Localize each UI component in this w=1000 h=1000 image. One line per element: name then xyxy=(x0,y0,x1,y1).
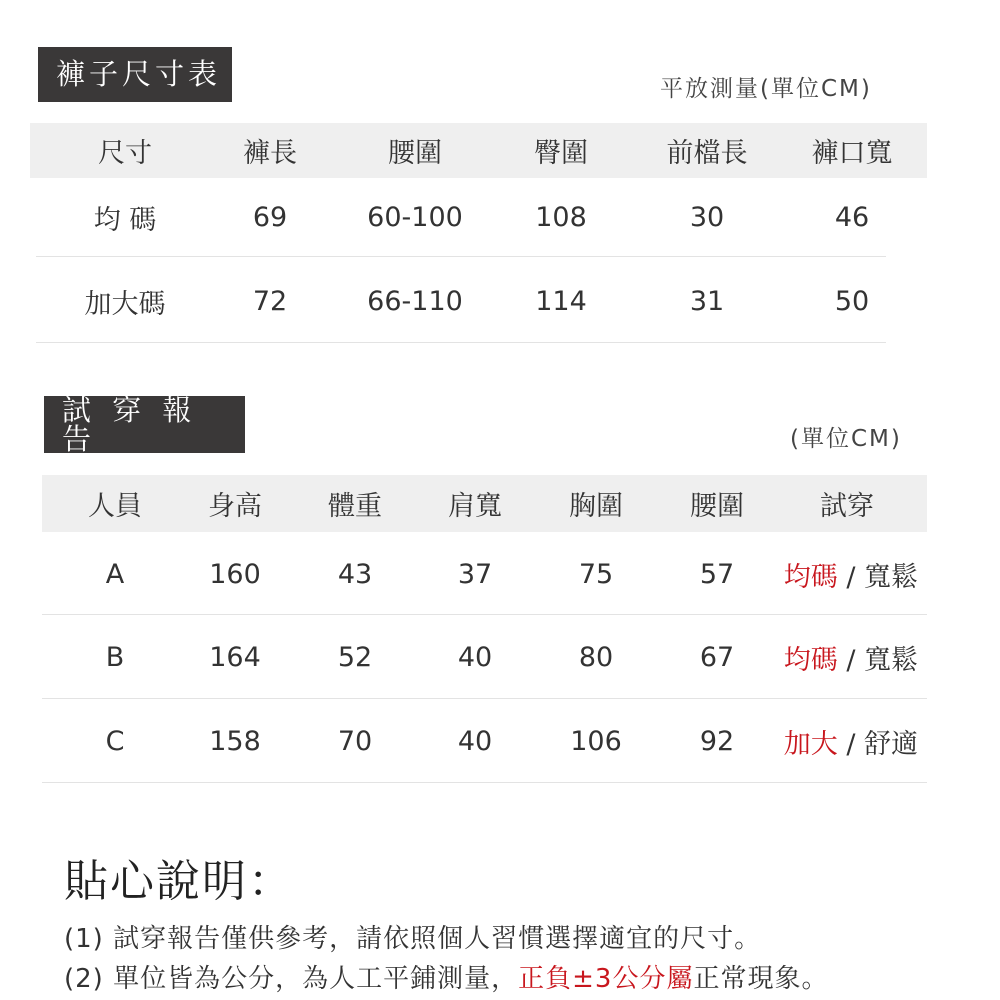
fit-cell-height: 164 xyxy=(209,641,261,673)
size-header-hip: 臀圍 xyxy=(534,138,588,169)
fit-report-title xyxy=(44,392,245,456)
size-header-length: 褲長 xyxy=(243,138,297,169)
note-tail: 正常現象。 xyxy=(693,964,829,994)
fit-cell-waist: 67 xyxy=(699,641,735,673)
fit-cell-height: 158 xyxy=(209,725,261,757)
fit-report-row xyxy=(42,700,927,782)
fit-cell-weight: 43 xyxy=(337,558,373,590)
fit-cell-chest: 80 xyxy=(578,641,614,673)
fit-trial-size: 均碼 xyxy=(783,561,838,593)
note-prefix: (1) xyxy=(64,924,104,954)
size-table-row xyxy=(30,260,927,342)
fit-cell-person: C xyxy=(105,725,125,757)
size-cell: 114 xyxy=(535,285,587,317)
fit-trial-separator: / xyxy=(837,728,864,760)
fit-report-title-text: 試 穿 報 告 xyxy=(62,392,198,456)
fit-header-shoulder: 肩寬 xyxy=(448,491,502,522)
fit-row-divider xyxy=(42,698,927,699)
fit-row-divider xyxy=(42,614,927,615)
size-cell: 均 碼 xyxy=(93,204,157,236)
size-header-size: 尺寸 xyxy=(98,138,152,169)
size-table-header-row xyxy=(30,123,927,178)
notes-title: 貼心說明： xyxy=(64,856,294,907)
fit-trial-size: 加大 xyxy=(783,728,838,760)
size-table-unit-note: 平放測量(單位CM) xyxy=(660,76,872,102)
fit-cell-person: A xyxy=(105,558,125,590)
note-prefix: (2) xyxy=(64,964,104,994)
size-table-title-text: 褲子尺寸表 xyxy=(56,57,222,91)
fit-trial-separator: / xyxy=(837,561,864,593)
note-text: 單位皆為公分，為人工平鋪測量， xyxy=(113,964,519,994)
fit-header-height: 身高 xyxy=(208,491,262,522)
size-cell: 30 xyxy=(689,201,725,233)
fit-report-row xyxy=(42,616,927,698)
fit-header-trial: 試穿 xyxy=(820,491,874,522)
fit-trial-feel: 舒適 xyxy=(864,728,918,760)
fit-trial-feel: 寬鬆 xyxy=(864,644,918,676)
fit-cell-waist: 57 xyxy=(699,558,735,590)
fit-cell-weight: 70 xyxy=(337,725,373,757)
fit-cell-trial xyxy=(784,722,918,761)
size-cell: 72 xyxy=(252,285,288,317)
size-cell: 69 xyxy=(252,201,288,233)
size-header-waist: 腰圍 xyxy=(388,138,442,169)
fit-trial-size: 均碼 xyxy=(783,644,838,676)
note-text: 試穿報告僅供參考，請依照個人習慣選擇適宜的尺寸。 xyxy=(113,924,762,954)
size-header-hem: 褲口寬 xyxy=(811,138,893,169)
fit-cell-chest: 106 xyxy=(570,725,622,757)
fit-cell-trial xyxy=(784,638,918,677)
size-table-title xyxy=(38,47,232,102)
fit-cell-chest: 75 xyxy=(578,558,614,590)
fit-cell-height: 160 xyxy=(209,558,261,590)
size-header-rise: 前檔長 xyxy=(666,138,748,169)
fit-header-chest: 胸圍 xyxy=(569,491,623,522)
size-row-divider xyxy=(36,342,886,343)
size-row-divider xyxy=(36,256,886,257)
size-cell: 46 xyxy=(834,201,870,233)
size-cell: 60-100 xyxy=(367,201,463,233)
fit-report-header-row xyxy=(42,475,927,532)
fit-trial-feel: 寬鬆 xyxy=(864,561,918,593)
note-highlight: 正負±3公分屬 xyxy=(518,964,694,994)
note-item xyxy=(64,918,761,955)
fit-cell-shoulder: 37 xyxy=(457,558,493,590)
size-cell: 50 xyxy=(834,285,870,317)
fit-cell-trial xyxy=(784,555,918,594)
fit-report-unit-note: (單位CM) xyxy=(790,426,902,452)
size-cell: 31 xyxy=(689,285,725,317)
fit-cell-person: B xyxy=(105,641,125,673)
fit-cell-waist: 92 xyxy=(699,725,735,757)
fit-header-waist: 腰圍 xyxy=(690,491,744,522)
note-item xyxy=(64,958,828,995)
size-cell: 加大碼 xyxy=(84,288,166,320)
fit-cell-shoulder: 40 xyxy=(457,725,493,757)
fit-report-row xyxy=(42,534,927,614)
fit-header-person: 人員 xyxy=(88,491,142,522)
fit-row-divider xyxy=(42,782,927,783)
fit-trial-separator: / xyxy=(837,644,864,676)
size-table-row xyxy=(30,178,927,256)
size-cell: 108 xyxy=(535,201,587,233)
size-cell: 66-110 xyxy=(367,285,463,317)
fit-cell-shoulder: 40 xyxy=(457,641,493,673)
fit-cell-weight: 52 xyxy=(337,641,373,673)
fit-header-weight: 體重 xyxy=(328,491,382,522)
